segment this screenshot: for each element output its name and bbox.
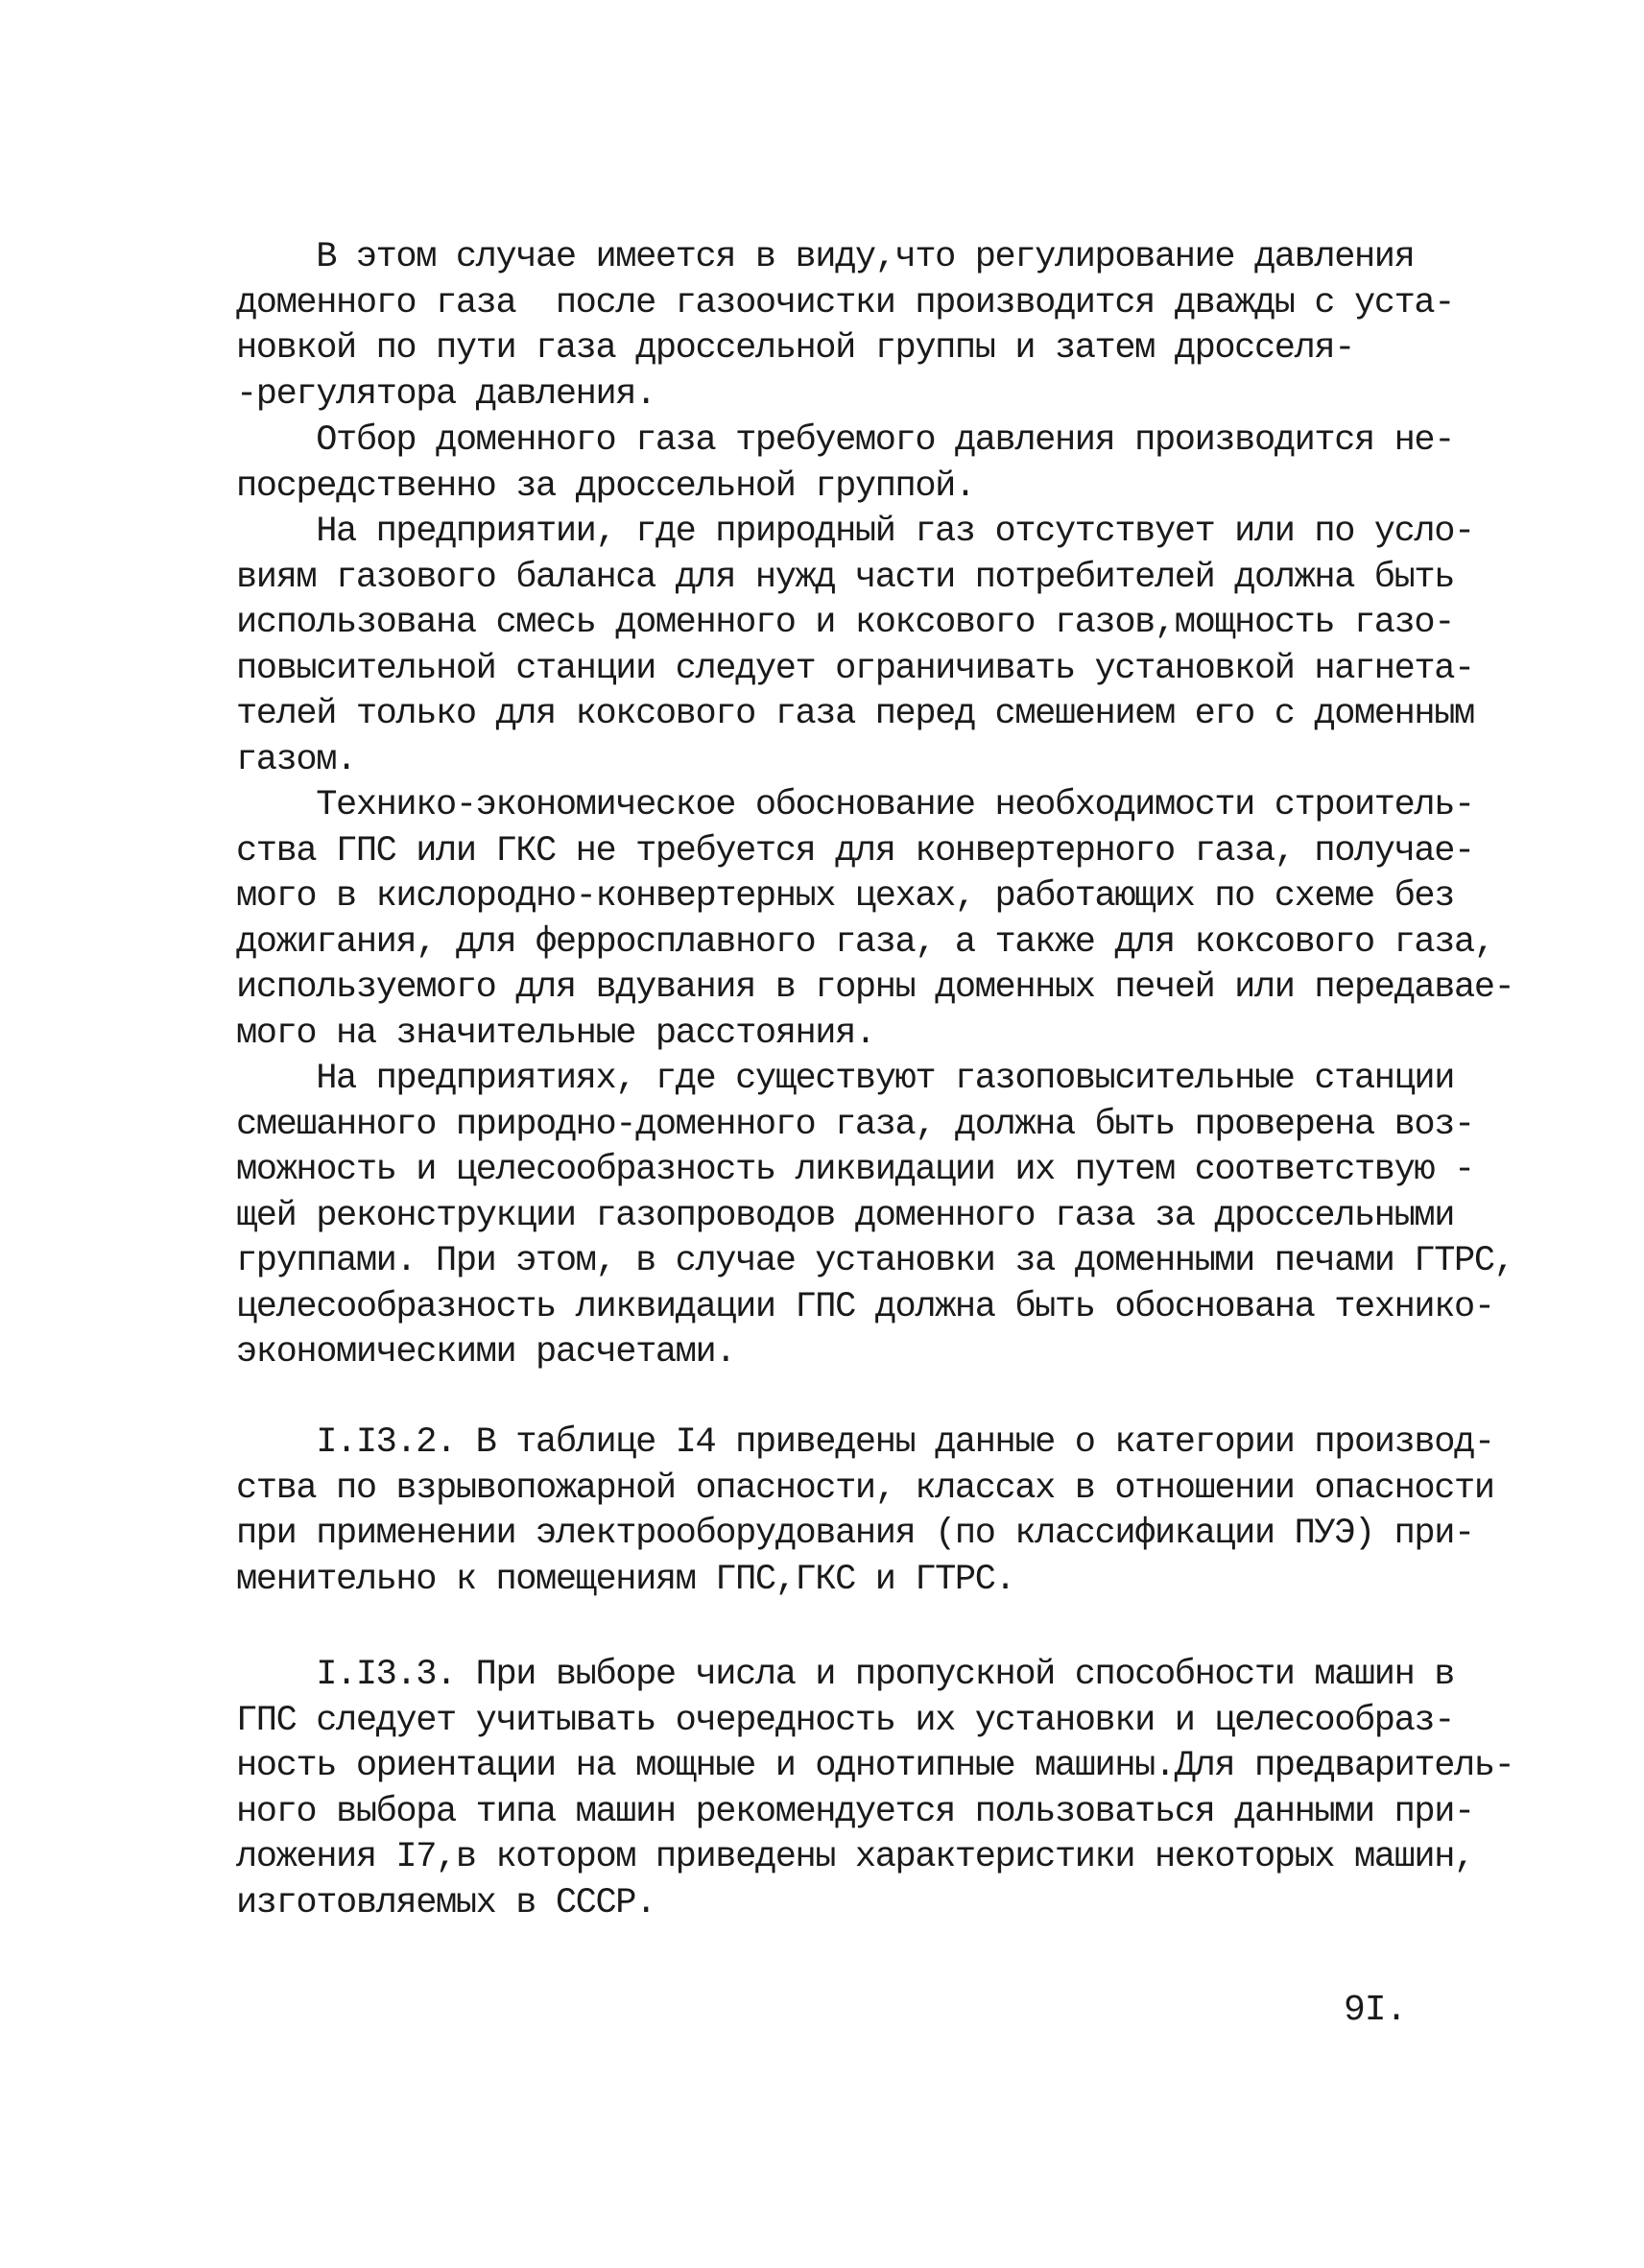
text-line: мого на значительные расстояния. — [236, 1013, 875, 1054]
text-line: ного выбора типа машин рекомендуется пользоваться данными при- — [236, 1791, 1474, 1832]
text-line: изготовляемых в СССР. — [236, 1882, 655, 1923]
text-line: На предприятии, где природный газ отсутствует или по усло- — [236, 512, 1474, 552]
text-line: посредственно за дроссельной группой. — [236, 466, 975, 507]
text-line: Отбор доменного газа требуемого давления производится не- — [236, 420, 1455, 461]
text-line: щей реконструкции газопроводов доменного газа за дроссельными — [236, 1195, 1455, 1236]
section-1-13-2 — [236, 1420, 1494, 1603]
text-line: В этом случае имеется в виду,что регулирование давления — [236, 237, 1415, 277]
text-line: I.I3.2. В таблице I4 приведены данные о категории производ- — [236, 1422, 1494, 1463]
text-line: новкой по пути газа дроссельной группы и затем дросселя- — [236, 328, 1355, 369]
text-line: дожигания, для ферросплавного газа, а также для коксового газа, — [236, 921, 1494, 963]
text-line: телей только для коксового газа перед смешением его с доменным — [236, 694, 1474, 734]
text-line: I.I3.3. При выборе числа и пропускной способности машин в — [236, 1655, 1455, 1695]
text-line: целесообразность ликвидации ГПС должна быть обоснована технико- — [236, 1286, 1494, 1327]
text-line: виям газового баланса для нужд части потребителей должна быть — [236, 557, 1455, 598]
text-line: ГПС следует учитывать очередность их установки и целесообраз- — [236, 1700, 1455, 1741]
text-line: повысительной станции следует ограничивать установкой нагнета- — [236, 648, 1474, 689]
text-line: используемого для вдувания в горны доменных печей или передавае- — [236, 967, 1514, 1008]
text-line: при применении электрооборудования (по классификации ПУЭ) при- — [236, 1514, 1474, 1554]
text-line: -регулятора давления. — [236, 373, 655, 415]
section-1-13-3 — [236, 1653, 1514, 1926]
paragraph-feasibility — [236, 783, 1514, 1057]
text-line: экономическими расчетами. — [236, 1332, 736, 1373]
paragraph-gas-pressure-regulation — [236, 235, 1465, 418]
text-line: менительно к помещениям ГПС,ГКС и ГТРС. — [236, 1559, 1015, 1600]
text-line: мого в кислородно-конвертерных цехах, работающих по схеме без — [236, 876, 1455, 917]
text-line: газом. — [236, 739, 356, 780]
paragraph-gas-mixture — [236, 510, 1474, 783]
text-line: ства по взрывопожарной опасности, классах в отношении опасности — [236, 1468, 1494, 1509]
text-line: ность ориентации на мощные и однотипные машины.Для предваритель- — [236, 1746, 1514, 1786]
text-line: На предприятиях, где существуют газоповысительные станции — [236, 1059, 1455, 1099]
text-line: смешанного природно-доменного газа, должна быть проверена воз- — [236, 1104, 1474, 1145]
paragraph-gas-offtake — [236, 418, 1465, 510]
text-line: можность и целесообразность ликвидации их путем соответствую - — [236, 1150, 1474, 1190]
text-line: ложения I7,в котором приведены характеристики некоторых машин, — [236, 1837, 1474, 1877]
page-number: 9I. — [1344, 1990, 1407, 2031]
text-line: Технико-экономическое обоснование необходимости строитель- — [236, 785, 1474, 825]
text-line: ства ГПС или ГКС не требуется для конвертерного газа, получае- — [236, 830, 1474, 871]
text-line: использована смесь доменного и коксового газов,мощность газо- — [236, 603, 1455, 643]
text-line: группами. При этом, в случае установки за доменными печами ГТРС, — [236, 1241, 1514, 1281]
paragraph-existing-stations — [236, 1057, 1514, 1376]
text-line: доменного газа после газоочистки производится дважды с уста- — [236, 282, 1455, 323]
